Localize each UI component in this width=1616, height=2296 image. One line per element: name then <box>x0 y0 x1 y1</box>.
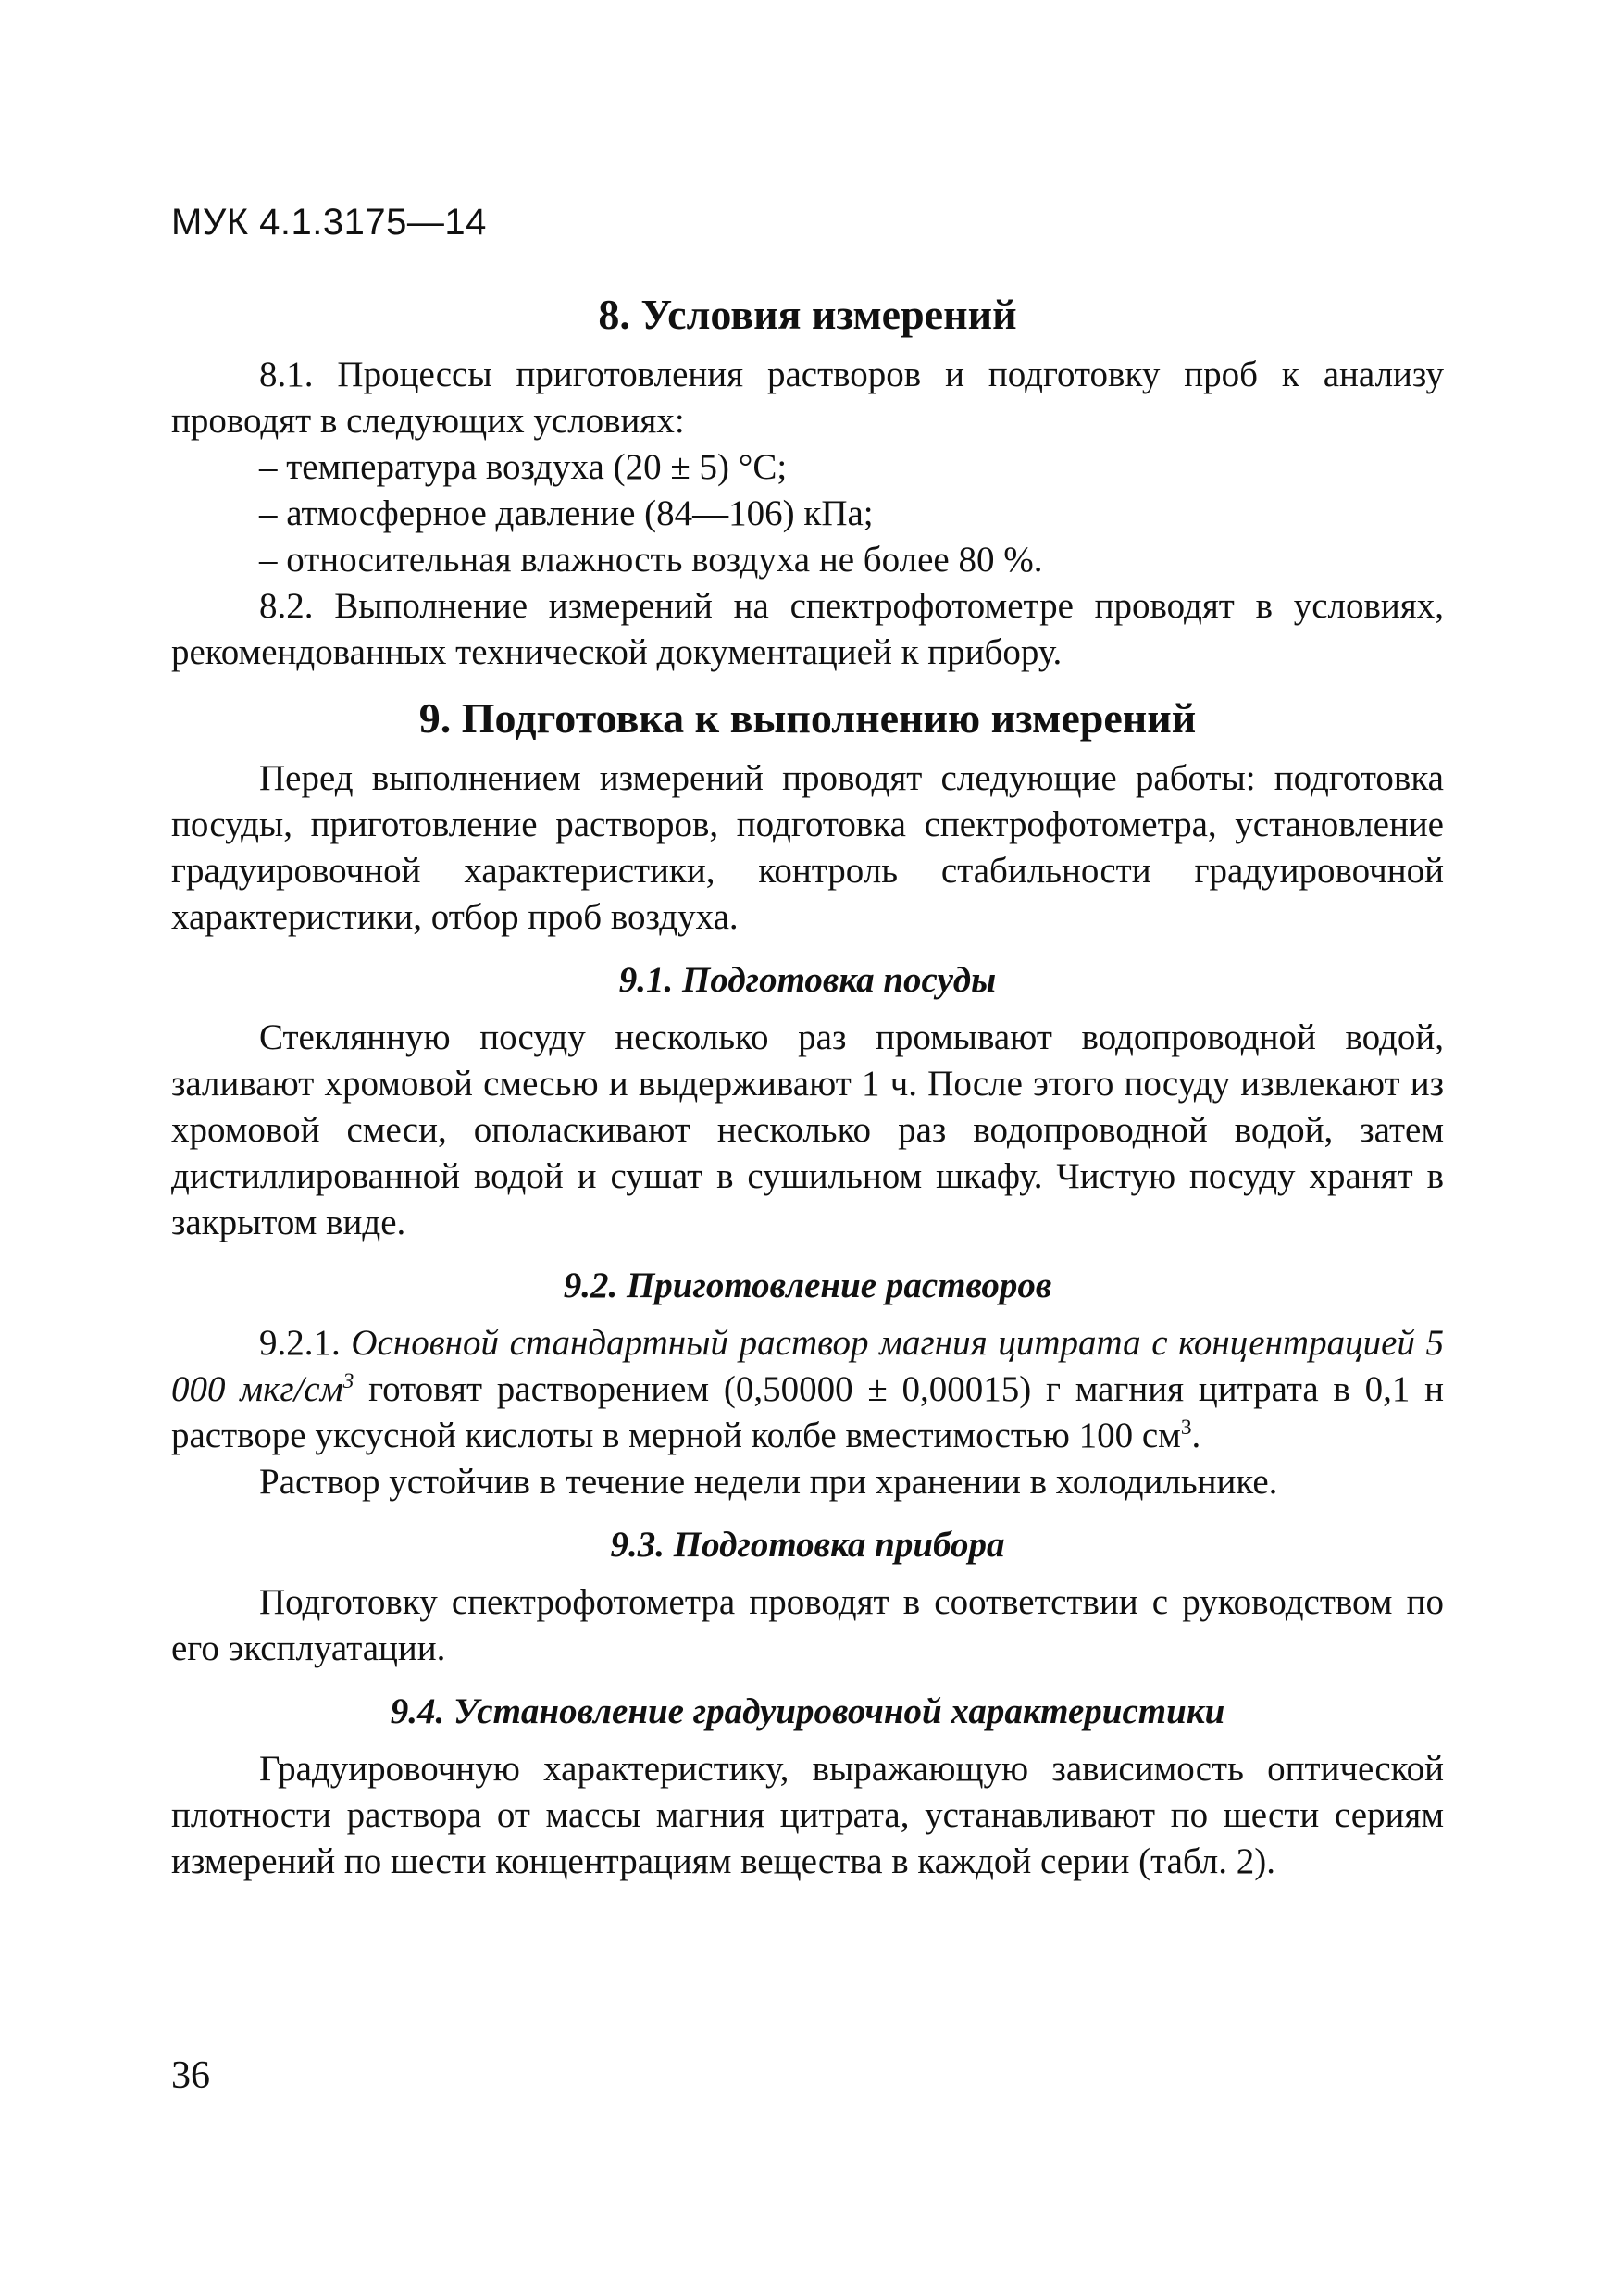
paragraph-stability: Раствор устойчив в течение недели при хранении в холодильнике. <box>259 1462 1278 1502</box>
paragraph-9-2-1-title: Основной стандартный раствор магния цитрата с концентрацией 5 000 мкг/см <box>171 1323 1444 1409</box>
paragraph-9-intro: Перед выполнением измерений проводят следующие работы: подготовка посуды, приготовление растворов, подготовка спектрофотометра, установление градуировочной характеристики, контроль стабильности градуировочной характеристики, отбор проб воздуха. <box>171 758 1444 937</box>
paragraph-9-2-1 <box>171 1320 1444 1459</box>
subsection-9-1-heading: 9.1. Подготовка посуды <box>618 960 997 1000</box>
condition-humidity: – относительная влажность воздуха не более 80 %. <box>259 540 1043 580</box>
paragraph-9-4: Градуировочную характеристику, выражающую зависимость оптической плотности раствора от массы магния цитрата, устанавливают по шести сериям измерений по шести концентрациям вещества в каждой серии (табл. 2). <box>171 1749 1444 1881</box>
subsection-9-2-heading: 9.2. Приготовление растворов <box>563 1266 1052 1305</box>
condition-temperature: – температура воздуха (20 ± 5) °С; <box>259 447 788 487</box>
paragraph-9-2-1-end: . <box>1191 1416 1201 1455</box>
paragraph-9-1: Стеклянную посуду несколько раз промывают водопроводной водой, заливают хромовой смесью и выдерживают 1 ч. После этого посуду извлекают из хромовой смеси, ополаскивают несколько раз водопроводной водой, затем дистиллированной водой и сушат в сушильном шкафу. Чистую посуду хранят в закрытом виде. <box>171 1017 1444 1242</box>
paragraph-8-2: 8.2. Выполнение измерений на спектрофотометре проводят в условиях, рекомендованных технической документацией к прибору. <box>171 586 1444 672</box>
subsection-9-4-heading: 9.4. Установление градуировочной характеристики <box>390 1691 1225 1731</box>
paragraph-9-3: Подготовку спектрофотометра проводят в соответствии с руководством по его эксплуатации. <box>171 1582 1444 1668</box>
page-content <box>171 289 1444 1885</box>
paragraph-9-2-1-text: готовят растворением (0,50000 ± 0,00015) г магния цитрата в 0,1 н растворе уксусной кислоты в мерной колбе вместимостью 100 см <box>171 1369 1445 1455</box>
document-code-header: МУК 4.1.3175—14 <box>171 202 487 243</box>
paragraph-9-2-1-number: 9.2.1. <box>259 1323 352 1363</box>
section-9-heading: 9. Подготовка к выполнению измерений <box>418 694 1197 742</box>
superscript-3: 3 <box>1180 1416 1192 1440</box>
page-number: 36 <box>171 2054 210 2097</box>
superscript-3: 3 <box>342 1369 354 1393</box>
section-8-heading: 8. Условия измерений <box>598 291 1017 338</box>
paragraph-8-1: 8.1. Процессы приготовления растворов и подготовку проб к анализу проводят в следующих условиях: <box>171 355 1444 441</box>
subsection-9-3-heading: 9.3. Подготовка прибора <box>610 1525 1005 1565</box>
condition-pressure: – атмосферное давление (84—106) кПа; <box>259 493 874 533</box>
